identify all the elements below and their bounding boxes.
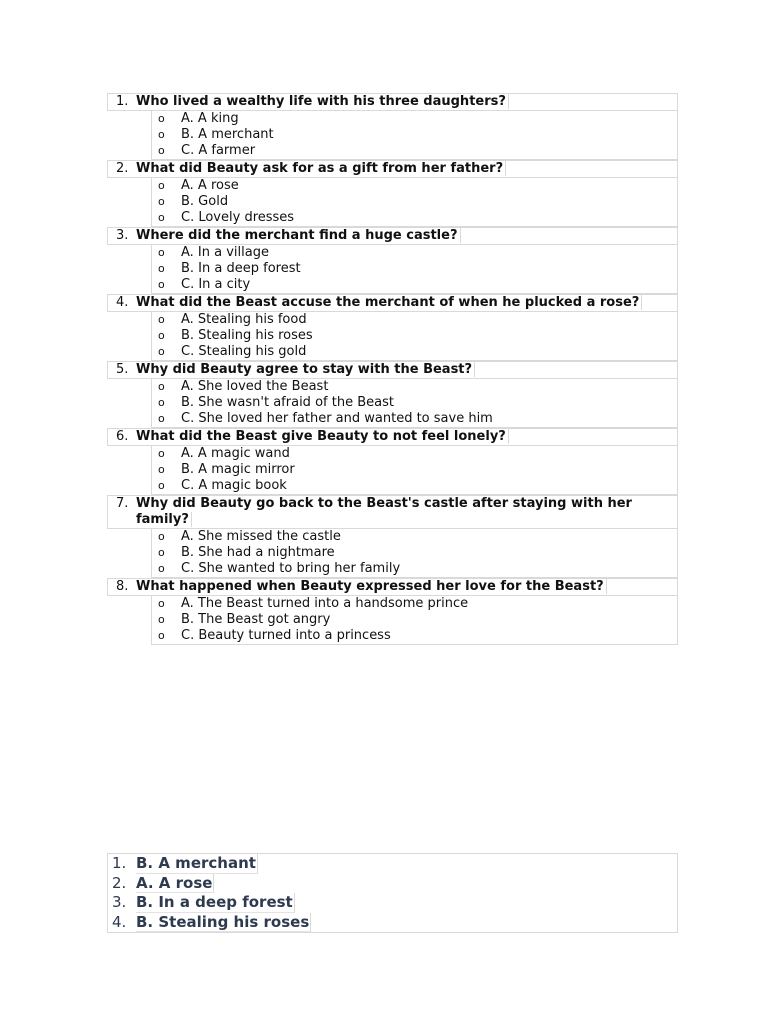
question-item: [107, 428, 678, 495]
question-item: [107, 578, 678, 645]
bullet-icon: o: [158, 112, 165, 125]
bullet-icon: o: [158, 128, 165, 141]
option-item: [152, 277, 677, 293]
bullet-icon: o: [158, 246, 165, 259]
option-item: [152, 612, 677, 628]
question-text: What did the Beast give Beauty to not feel lonely?: [136, 429, 677, 445]
option-text: A. In a village: [181, 245, 269, 260]
question-number: 8.: [116, 579, 129, 594]
bullet-icon: o: [158, 396, 165, 409]
option-item: [152, 545, 677, 561]
option-item: [152, 111, 677, 127]
question-number: 7.: [116, 496, 129, 511]
answer-text: A. A rose: [136, 873, 213, 892]
option-text: C. She loved her father and wanted to save him: [181, 411, 493, 426]
option-item: [152, 312, 677, 328]
option-text: A. The Beast turned into a handsome prince: [181, 596, 469, 611]
answer-row: [108, 893, 677, 913]
question-number: 1.: [116, 94, 129, 109]
bullet-icon: o: [158, 479, 165, 492]
option-text: B. In a deep forest: [181, 261, 301, 276]
option-text: C. A farmer: [181, 143, 256, 158]
option-item: [152, 628, 677, 644]
bullet-icon: o: [158, 597, 165, 610]
answer-text: B. A merchant: [136, 854, 256, 872]
option-text: B. She had a nightmare: [181, 545, 335, 560]
options-list: [151, 529, 678, 578]
option-item: [152, 379, 677, 395]
question-row: [107, 428, 678, 446]
question-text: Why did Beauty go back to the Beast's castle after staying with her family?: [136, 496, 632, 527]
question-item: [107, 227, 678, 294]
bullet-icon: o: [158, 345, 165, 358]
option-text: B. The Beast got angry: [181, 612, 331, 627]
answer-row: [108, 854, 677, 874]
option-item: [152, 596, 677, 612]
options-list: [151, 446, 678, 495]
option-text: A. Stealing his food: [181, 312, 307, 327]
option-item: [152, 178, 677, 194]
option-text: A. A rose: [181, 178, 239, 193]
option-item: [152, 245, 677, 261]
option-text: B. She wasn't afraid of the Beast: [181, 395, 394, 410]
option-text: A. A magic wand: [181, 446, 290, 461]
question-text: Where did the merchant find a huge castle?: [136, 228, 677, 244]
option-text: A. She missed the castle: [181, 529, 341, 544]
question-row: [107, 361, 678, 379]
bullet-icon: o: [158, 195, 165, 208]
question-number: 4.: [116, 295, 129, 310]
question-text: What happened when Beauty expressed her love for the Beast?: [136, 579, 677, 595]
answer-text: B. Stealing his roses: [136, 912, 310, 931]
bullet-icon: o: [158, 530, 165, 543]
question-row: [107, 495, 678, 529]
option-text: C. In a city: [181, 277, 251, 292]
bullet-icon: o: [158, 447, 165, 460]
option-item: [152, 529, 677, 545]
question-text: What did the Beast accuse the merchant of when he plucked a rose?: [136, 295, 677, 311]
option-item: [152, 344, 677, 360]
answer-row: [108, 874, 677, 894]
option-item: [152, 462, 677, 478]
option-text: A. She loved the Beast: [181, 379, 329, 394]
bullet-icon: o: [158, 278, 165, 291]
question-text: Why did Beauty agree to stay with the Beast?: [136, 362, 677, 378]
options-list: [151, 245, 678, 294]
answer-number: 2.: [112, 873, 127, 892]
question-item: [107, 495, 678, 578]
answer-row: [108, 913, 677, 933]
bullet-icon: o: [158, 629, 165, 642]
question-row: [107, 93, 678, 111]
option-item: [152, 411, 677, 427]
option-text: C. Lovely dresses: [181, 210, 295, 225]
options-list: [151, 178, 678, 227]
answer-number: 1.: [112, 854, 127, 872]
options-list: [151, 596, 678, 645]
options-list: [151, 111, 678, 160]
bullet-icon: o: [158, 412, 165, 425]
question-number: 5.: [116, 362, 129, 377]
option-text: B. Gold: [181, 194, 229, 209]
option-item: [152, 446, 677, 462]
option-item: [152, 210, 677, 226]
option-item: [152, 561, 677, 577]
question-item: [107, 93, 678, 160]
bullet-icon: o: [158, 313, 165, 326]
question-text: What did Beauty ask for as a gift from her father?: [136, 161, 677, 177]
option-text: C. Beauty turned into a princess: [181, 628, 391, 643]
bullet-icon: o: [158, 144, 165, 157]
option-item: [152, 194, 677, 210]
option-text: C. She wanted to bring her family: [181, 561, 401, 576]
question-number: 6.: [116, 429, 129, 444]
quiz-list: [107, 93, 678, 645]
bullet-icon: o: [158, 179, 165, 192]
question-row: [107, 227, 678, 245]
bullet-icon: o: [158, 463, 165, 476]
option-text: B. Stealing his roses: [181, 328, 313, 343]
answer-number: 4.: [112, 912, 127, 931]
option-text: B. A merchant: [181, 127, 274, 142]
bullet-icon: o: [158, 211, 165, 224]
option-item: [152, 143, 677, 159]
options-list: [151, 379, 678, 428]
option-item: [152, 127, 677, 143]
option-item: [152, 395, 677, 411]
question-row: [107, 578, 678, 596]
options-list: [151, 312, 678, 361]
option-text: B. A magic mirror: [181, 462, 295, 477]
option-item: [152, 261, 677, 277]
answer-key: [107, 853, 678, 933]
question-number: 2.: [116, 161, 129, 176]
option-text: A. A king: [181, 111, 239, 126]
bullet-icon: o: [158, 262, 165, 275]
option-item: [152, 478, 677, 494]
question-row: [107, 160, 678, 178]
question-text: Who lived a wealthy life with his three daughters?: [136, 94, 677, 110]
question-item: [107, 361, 678, 428]
answer-number: 3.: [112, 893, 127, 911]
question-item: [107, 160, 678, 227]
answer-text: B. In a deep forest: [136, 893, 293, 911]
bullet-icon: o: [158, 613, 165, 626]
bullet-icon: o: [158, 562, 165, 575]
bullet-icon: o: [158, 546, 165, 559]
question-row: [107, 294, 678, 312]
bullet-icon: o: [158, 329, 165, 342]
bullet-icon: o: [158, 380, 165, 393]
option-text: C. Stealing his gold: [181, 344, 307, 359]
option-text: C. A magic book: [181, 478, 287, 493]
option-item: [152, 328, 677, 344]
question-number: 3.: [116, 228, 129, 243]
question-item: [107, 294, 678, 361]
